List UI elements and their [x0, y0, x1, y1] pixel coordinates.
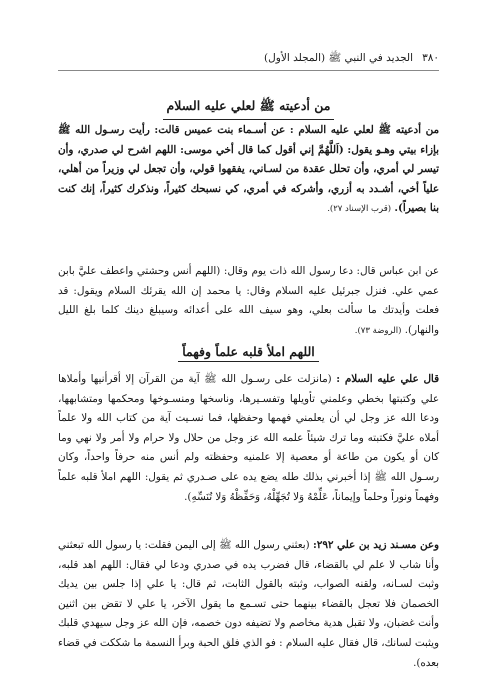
paragraph-3	[58, 370, 439, 507]
running-title: الجديد في النبي ﷺ (المجلد الأول)	[264, 52, 413, 64]
paragraph-2	[58, 262, 439, 341]
paragraph-4	[58, 536, 439, 673]
section-heading-2: اللهم املأ قلبه علماً وفهماً	[58, 344, 439, 362]
header-divider	[58, 70, 439, 71]
paragraph-3-body: (مانزلت على رسـول الله ﷺ آية من القرآن إلا أقرأنيها وأملاها علي وكتبتها بخطي وعلمني تأويلها وتفسـيرها، وناسخها ومنسـوخها ومحكمها ومتشابهها، ودعا الله عز وجل لي أن يعلمني فهمها وحفظها، فما نسـيت آية من كتاب الله ولا علماً أملاه عليَّ فكتبته وما ترك شيئاً علمه الله عز وجل من حلال ولا حرام ولا أمر ولا نهي وما كان أو يكون من طاعة أو معصية إلا علمنيه وحفظته ولم أنس منه حرفاً واحداً، وكان رسـول الله ﷺ إذا أخبرني بذلك طله يضع يده على صـدري ثم يقول: اللهم املأ قلبه علماً وفهماً ونوراً وحلماً وإيماناً، عَلِّمْهُ وَلا تُجَهِّلْهُ، وَحَفِّظْهُ وَلا تُنَسِّهِ).	[58, 373, 439, 503]
section-heading-1: من أدعيته ﷺ لعلي عليه السلام	[58, 98, 439, 120]
page-header	[58, 52, 439, 68]
paragraph-4-body: (بعثني رسول الله ﷺ إلى اليمن فقلت: يا رسول الله تبعثني وأنا شاب لا علم لي بالقضاء، قال فضرب يده في صدري ودعا لي فقال: اللهم اهد قلبه، وثبت لسـانه، ولقنه الصواب، وثبته بالقول الثابت، ثم قال: يا علي إذا جلس بين يديك الخصمان فلا تعجل بالقضاء بينهما حتى تسـمع ما يقول الآخر، يا علي لا تقض بين اثنين وأنت غضبان، ولا تقبل هدية مخاصم ولا تضيفه دون خصمه، فإن الله عز وجل سيهدي قلبك ويثبت لسانك، قال فقال عليه السلام : فو الذي فلق الحبة وبرأ النسمة ما شككت في قضاء بعده).	[58, 539, 439, 669]
paragraph-3-lead: قال علي عليه السلام :	[336, 373, 439, 385]
paragraph-2-source: (الروضة ٧٣).	[354, 325, 402, 336]
paragraph-1-source: (قرب الإسناد ٢٧).	[327, 204, 392, 215]
paragraph-4-lead: وعن مسـند زيد بن علي ٢٩٢:	[312, 539, 439, 551]
paragraph-1-body: (اَللَّهُمَّ إني أقول كما قال أخي موسى: اللهم اشرح لي صدري، وأن تيسر لي أمري، وأن تحلل عقدة من لسـاني، يفقهوا قولي، وأن تجعل لي وزيراً من أهلي، علياً أخي، أشـدد به أزري، وأشركه في أمري، كي نسبحك كثيراً، ونذكرك كثيراً، إنك كنت بنا بصيراً).	[58, 143, 439, 215]
paragraph-1	[58, 121, 439, 220]
paragraph-1-lead: من أدعيته ﷺ لعلي عليه السلام : عن أسـماء بنت عميس قالت: رأيت رسـول الله ﷺ بإزاء بيتي وهـو يقول:	[58, 124, 439, 156]
page-number: ٣٨٠	[422, 52, 439, 64]
paragraph-2-body: عن ابن عباس قال: دعا رسول الله ذات يوم وقال: (اللهم أنس وحشتي واعطف عليَّ بابن عمي علي. فنزل جبرئيل عليه السلام وقال: يا محمد إن الله يقرئك السلام ويقول: قد فعلت وأيدتك ما سألت بعلي، وهو سيف الله على أعدائه وسيبلغ دينك كلما بلغ الليل والنهار).	[58, 265, 439, 336]
